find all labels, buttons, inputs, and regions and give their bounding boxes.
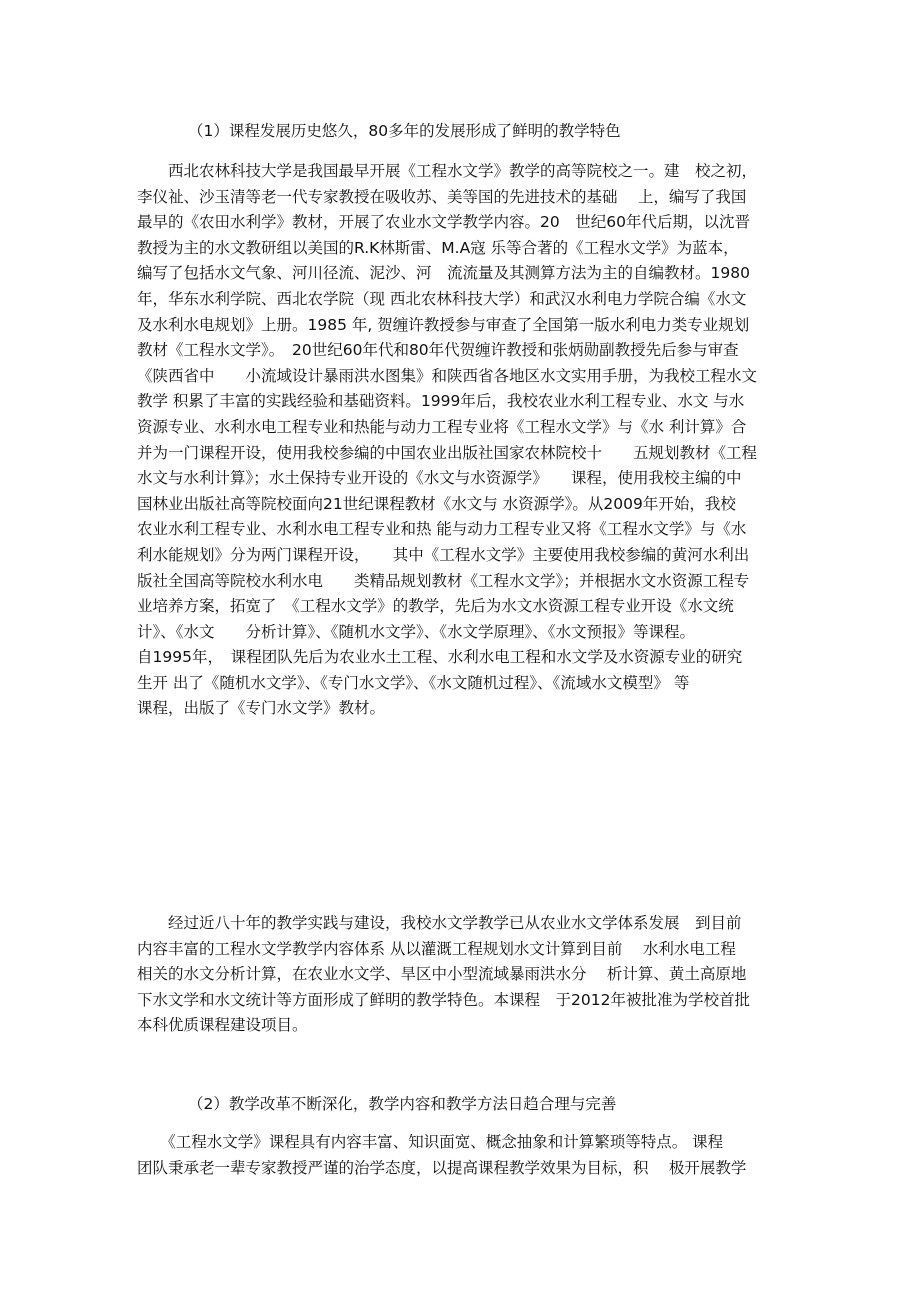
text-line: 西北农林科技大学是我国最早开展《工程水文学》教学的高等院校之一。建 校之初，	[137, 162, 758, 180]
section-heading-2: （2）教学改革不断深化，教学内容和教学方法日趋合理与完善	[188, 1095, 617, 1113]
text-line: 利水能规划》分为两门课程开设， 其中《工程水文学》主要使用我校参编的黄河水利出	[137, 545, 750, 564]
text-line: 课程，出版了《专门水文学》教材。	[137, 699, 386, 718]
text-line: 团队秉承老一辈专家教授严谨的治学态度，以提高课程教学效果为目标，积 极开展教学	[137, 1158, 747, 1177]
text-line: 生开 出了《随机水文学》、《专门水文学》、《水文随机过程》、《流域水文模型》 等	[137, 673, 690, 692]
text-line: 并为一门课程开设，使用我校参编的中国农业出版社国家农林院校十 五规划教材《工程	[137, 443, 758, 462]
paragraph-3	[137, 1130, 797, 1181]
text-line: 年，华东水利学院、西北农学院（现 西北农林科技大学）和武汉水利电力学院合编《水文	[137, 289, 747, 308]
text-line: 相关的水文分析计算，在农业水文学、旱区中小型流域暴雨洪水分 析计算、黄土高原地	[137, 965, 747, 984]
section-heading-1: （1）课程发展历史悠久，80多年的发展形成了鲜明的教学特色	[188, 122, 621, 140]
text-line: 资源专业、水利水电工程专业和热能与动力工程专业将《工程水文学》与《水 利计算》合	[137, 417, 747, 436]
text-line: 李仪祉、沙玉清等老一代专家教授在吸收苏、美等国的先进技术的基础 上，编写了我国	[137, 187, 747, 206]
text-line: 水文与水利计算》；水土保持专业开设的《水文与水资源学》 课程，使用我校主编的中	[137, 469, 742, 488]
text-line: 自1995年， 课程团队先后为农业水土工程、水利水电工程和水文学及水资源专业的研究	[137, 648, 743, 667]
text-line: 及水利水电规划》上册。1985 年, 贺缠许教授参与审查了全国第一版水利电力类专业规划	[137, 315, 750, 334]
text-line: 教学 积累了丰富的实践经验和基础资料。1999年后，我校农业水利工程专业、水文 与水	[137, 392, 745, 411]
text-line: 本科优质课程建设项目。	[137, 1016, 308, 1035]
text-line: 业培养方案，拓宽了 《工程水文学》的教学，先后为水文水资源工程专业开设《水文统	[137, 597, 734, 616]
text-line: 《工程水文学》课程具有内容丰富、知识面宽、概念抽象和计算繁琐等特点。 课程	[137, 1133, 724, 1151]
text-line: 教授为主的水文教研组以美国的R.K林斯雷、M.A寇 乐等合著的《工程水文学》为蓝本，	[137, 238, 739, 257]
paragraph-1	[137, 159, 797, 722]
text-line: 教材《工程水文学》。 20世纪60年代和80年代贺缠许教授和张炳勋副教授先后参与审查	[137, 341, 739, 360]
text-line: 计》、《水文 分析计算》、《随机水文学》、《水文学原理》、《水文预报》等课程。	[137, 622, 696, 641]
text-line: 下水文学和水文统计等方面形成了鲜明的教学特色。本课程 于2012年被批准为学校首批	[137, 990, 750, 1009]
text-line: 国林业出版社高等院校面向21世纪课程教材《水文与 水资源学》。从2009年开始，我校	[137, 494, 736, 513]
text-line: 经过近八十年的教学实践与建设，我校水文学教学已从农业水文学体系发展 到目前	[137, 914, 742, 932]
text-line: 最早的《农田水利学》教材，开展了农业水文学教学内容。20 世纪60年代后期，以沈晋	[137, 213, 750, 232]
text-line: 《陕西省中 小流域设计暴雨洪水图集》和陕西省各地区水文实用手册，为我校工程水文	[137, 366, 758, 385]
text-line: 内容丰富的工程水文学教学内容体系 从以灌溉工程规划水文计算到目前 水利水电工程	[137, 939, 736, 958]
text-line: 版社全国高等院校水利水电 类精品规划教材《工程水文学》；并根据水文水资源工程专	[137, 571, 750, 590]
text-line: 农业水利工程专业、水利水电工程专业和热 能与动力工程专业又将《工程水文学》与《水	[137, 520, 747, 539]
text-line: 编写了包括水文气象、河川径流、泥沙、河 流流量及其测算方法为主的自编教材。1980	[137, 264, 750, 283]
paragraph-2	[137, 911, 797, 1039]
